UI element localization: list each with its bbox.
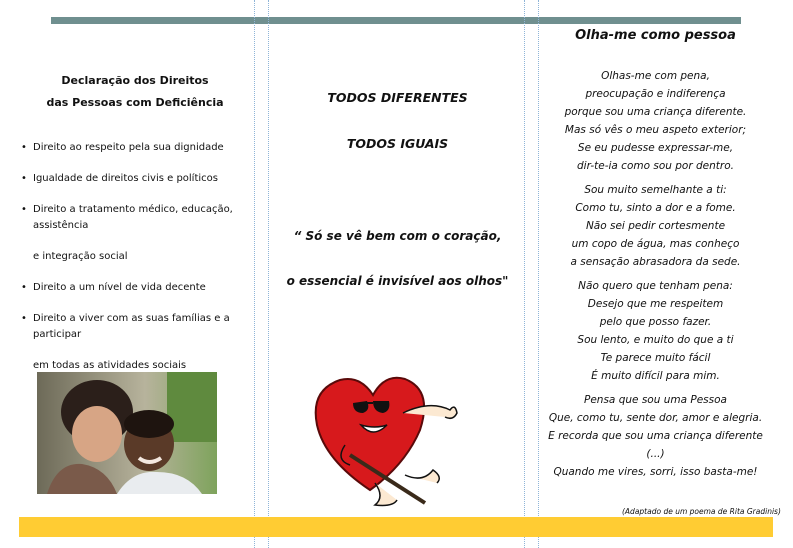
rights-heading-line1: Declaração dos Direitos (61, 74, 209, 87)
fold-guide-left (254, 0, 255, 548)
bullet-icon: • (21, 173, 27, 184)
poem-line: Não sei pedir cortesmente (585, 220, 726, 232)
bullet-icon: • (21, 204, 27, 215)
right-item (20, 140, 250, 156)
poem-panel (548, 28, 763, 487)
poem-body (548, 67, 763, 481)
bullet-icon: • (21, 142, 27, 153)
poem-line: porque sou uma criança diferente. (564, 106, 747, 118)
poem-line: preocupação e indiferença (585, 88, 726, 100)
poem-stanza (548, 277, 763, 385)
fold-guide-right (524, 0, 525, 548)
slogan-title-line2: TODOS IGUAIS (346, 136, 449, 151)
slogan-title-line1: TODOS DIFERENTES (327, 90, 468, 105)
quote-line2: o essencial é invisível aos olhos" (286, 274, 509, 288)
poem-line: Te parece muito fácil (600, 352, 711, 364)
poem-line: Sou lento, e muito do que a ti (577, 334, 734, 346)
poem-line: Não quero que tenham pena: (578, 280, 733, 292)
poem-credit: (Adaptado de um poema de Rita Gradinis) (622, 507, 781, 516)
right-item-line: Direito a tratamento médico, educação, assistência (33, 204, 233, 231)
poem-line: Olhas-me com pena, (601, 70, 710, 82)
poem-line: Como tu, sinto a dor e a fome. (575, 202, 736, 214)
poem-stanza (548, 67, 763, 175)
right-item-line: e integração social (33, 251, 128, 262)
poem-stanza (548, 181, 763, 271)
top-decorative-bar (51, 17, 741, 24)
poem-stanza (548, 391, 763, 481)
bottom-decorative-bar (19, 517, 773, 537)
rights-heading-line2: das Pessoas com Deficiência (46, 96, 224, 109)
right-item (20, 171, 250, 187)
poem-line: Mas só vês o meu aspeto exterior; (564, 124, 747, 136)
rights-panel (20, 70, 250, 389)
heart-mascot-icon (305, 365, 465, 510)
right-item-line: Igualdade de direitos civis e políticos (33, 173, 218, 184)
poem-line: um copo de água, mas conheço (571, 238, 740, 250)
rights-list (20, 140, 250, 374)
poem-line: É muito difícil para mim. (591, 370, 720, 382)
fold-guide-right-inner (538, 0, 539, 548)
poem-line: pelo que posso fazer. (599, 316, 712, 328)
poem-title: Olha-me como pessoa (575, 28, 736, 43)
poem-line: a sensação abrasadora da sede. (570, 256, 741, 268)
poem-line: (...) (646, 448, 665, 460)
mother-child-photo (37, 372, 217, 494)
quote-line1: “ Só se vê bem com o coração, (293, 229, 502, 243)
bullet-icon: • (21, 313, 27, 324)
poem-line: Sou muito semelhante a ti: (584, 184, 727, 196)
right-item (20, 202, 250, 265)
right-item (20, 311, 250, 374)
poem-line: dir-te-ia como sou por dentro. (577, 160, 734, 172)
poem-line: Pensa que sou uma Pessoa (584, 394, 727, 406)
right-item-line: em todas as atividades sociais (33, 360, 187, 371)
right-item-line: Direito ao respeito pela sua dignidade (33, 142, 224, 153)
right-item-line: Direito a viver com as suas famílias e a participar (33, 313, 230, 340)
poem-line: Se eu pudesse expressar-me, (577, 142, 734, 154)
right-item-line: Direito a um nível de vida decente (33, 282, 206, 293)
right-item (20, 280, 250, 296)
poem-line: Quando me vires, sorri, isso basta-me! (553, 466, 758, 478)
fold-guide-left-inner (268, 0, 269, 548)
poem-line: E recorda que sou uma criança diferente (548, 430, 763, 442)
poem-line: Que, como tu, sente dor, amor e alegria. (548, 412, 763, 424)
poem-line: Desejo que me respeitem (587, 298, 724, 310)
bullet-icon: • (21, 282, 27, 293)
